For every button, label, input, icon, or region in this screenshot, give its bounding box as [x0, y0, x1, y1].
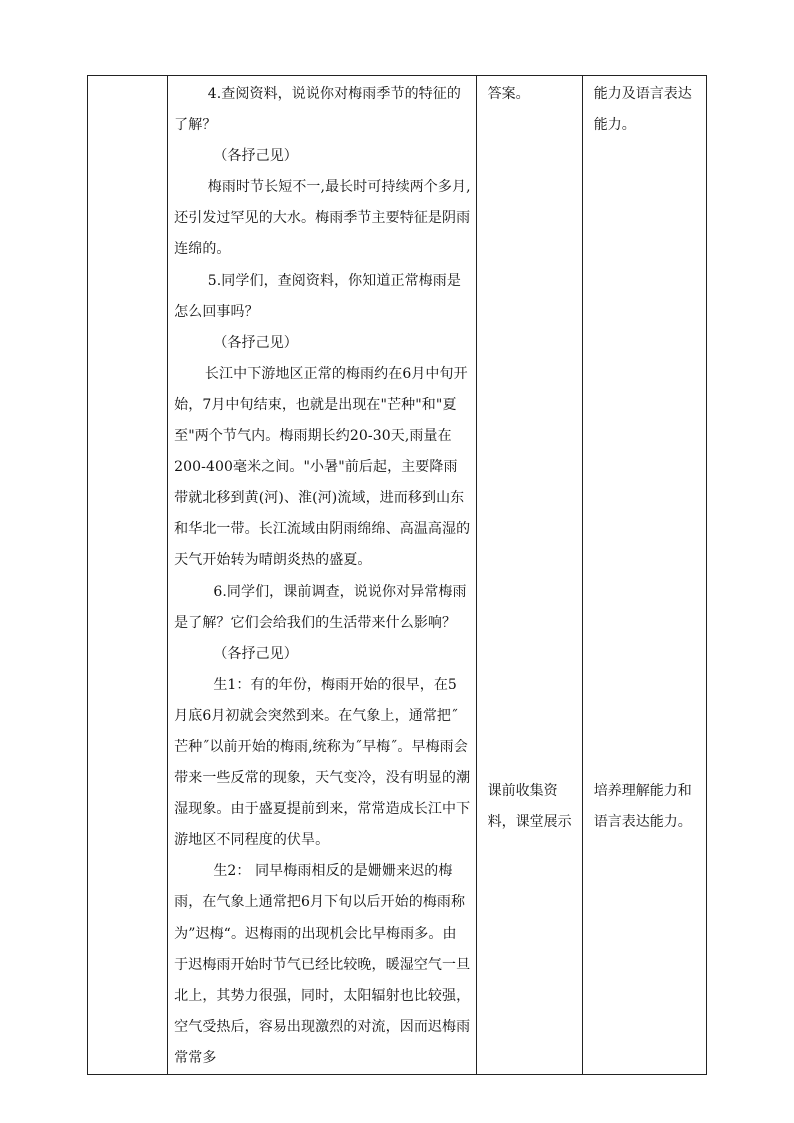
answer-note: （各抒己见） — [213, 148, 298, 165]
goal-middle-text: 培养理解能力和语言表达能力。 — [593, 783, 692, 830]
stage-cell — [88, 76, 168, 1075]
answer-text: 梅雨时节长短不一,最长时可持续两个多月,还引发过罕见的大水。梅雨季节主要特征是阴雨连绵的。 — [174, 179, 471, 258]
method-middle-text: 课前收集资料，课堂展示 — [487, 783, 572, 830]
question-5: 5.同学们，查阅资料，你知道正常梅雨是怎么回事吗？ — [174, 272, 461, 320]
goal-cell — [582, 76, 706, 1075]
answer-note: （各抒己见） — [213, 334, 298, 351]
table-row — [88, 76, 707, 1075]
answer-text: 长江中下游地区正常的梅雨约在6月中旬开始，7月中旬结束，也就是出现在"芒种"和"夏至"两个节气内。梅雨期长约20-30天,雨量在200-400毫米之间。"小暑"前后起，主要降雨带就北移到黄(河)、淮(河)流域，进而移到山东和华北一带。长江流域由阴雨绵绵、高温高湿的天气开始转为晴朗炎热的盛夏。 — [174, 365, 471, 569]
lesson-plan-table — [87, 75, 707, 1075]
answer-note: （各抒己见） — [213, 645, 298, 662]
student-answer-1: 生1：有的年份，梅雨开始的很早，在5月底6月初就会突然到来。在气象上，通常把˝芒种˝以前开始的梅雨,统称为˝早梅˝。早梅雨会带来一些反常的现象，天气变冷，没有明显的潮湿现象。由于盛夏提前到来，常常造成长江中下游地区不同程度的伏旱。 — [174, 676, 471, 849]
method-top-text: 答案。 — [487, 86, 530, 102]
goal-top-text: 能力及语言表达能力。 — [593, 86, 692, 133]
question-4: 4.查阅资料，说说你对梅雨季节的特征的了解？ — [174, 86, 461, 134]
student-answer-2: 生2： 同早梅雨相反的是姗姗来迟的梅雨，在气象上通常把6月下旬以后开始的梅雨称为”迟梅“。迟梅雨的出现机会比早梅雨多。由于迟梅雨开始时节气已经比较晚，暖湿空气一旦北上，其势力很强，同时，太阳辐射也比较强，空气受热后，容易出现激烈的对流，因而迟梅雨常常多 — [174, 863, 471, 1066]
activity-content — [168, 76, 475, 1074]
question-6: 6.同学们，课前调查，说说你对异常梅雨是了解？它们会给我们的生活带来什么影响？ — [174, 583, 467, 631]
method-cell — [476, 76, 582, 1075]
activity-cell — [168, 76, 476, 1075]
